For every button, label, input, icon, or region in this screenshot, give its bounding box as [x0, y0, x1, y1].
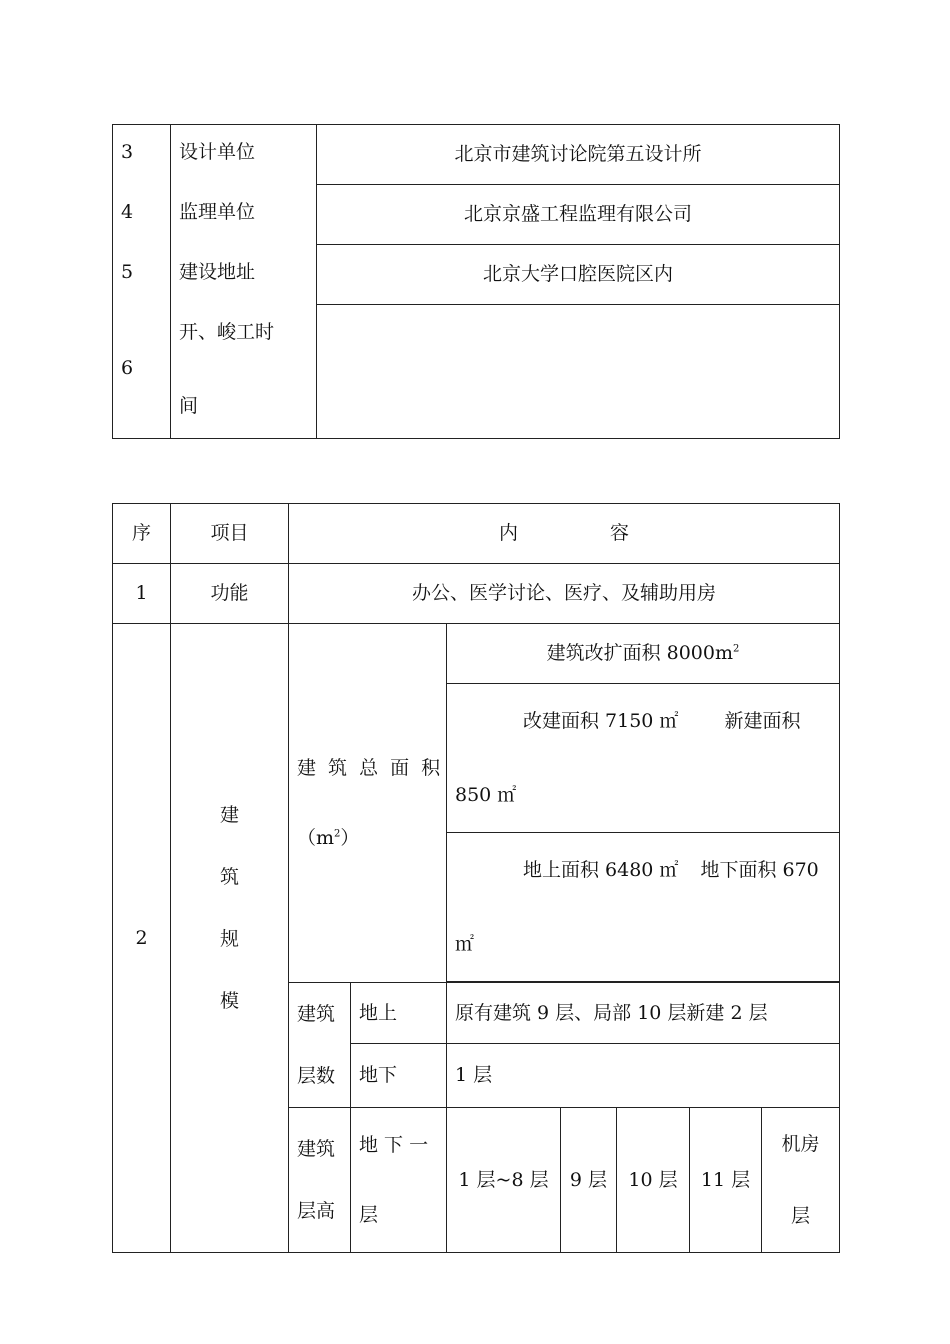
table-row [113, 245, 840, 305]
table-row [113, 564, 840, 624]
above-below-area: 地上面积 6480 ㎡ 地下面积 670 ㎡ [447, 833, 840, 982]
rebuild-area: 改建面积 7150 ㎡ 新建面积 850 ㎡ [447, 684, 840, 833]
height-machine-room: 机房 层 [762, 1108, 840, 1253]
basement-level: 地 下 一 层 [351, 1108, 447, 1253]
header-row [113, 504, 840, 564]
item-value: 北京京盛工程监理有限公司 [317, 185, 840, 245]
header-item: 项目 [171, 504, 289, 564]
header-seq: 序 [113, 504, 171, 564]
project-info-table [112, 124, 840, 439]
floors-label: 建筑 层数 [289, 983, 351, 1108]
item-value [317, 305, 840, 439]
row-number: 6 [113, 305, 171, 439]
item-label: 监理单位 [171, 185, 317, 245]
row-number: 4 [113, 185, 171, 245]
row-number: 1 [113, 564, 171, 624]
row-number: 5 [113, 245, 171, 305]
building-scale-table [112, 503, 840, 1253]
item-label: 功能 [171, 564, 289, 624]
item-label: 开、峻工时 间 [171, 305, 317, 439]
item-value: 北京大学口腔医院区内 [317, 245, 840, 305]
below-ground-floors: 1 层 [447, 1044, 840, 1108]
table-row [113, 185, 840, 245]
expansion-area: 建筑改扩面积 $8000m^2$ [447, 624, 840, 684]
table-row [113, 125, 840, 185]
item-value: 办公、医学讨论、医疗、及辅助用房 [289, 564, 840, 624]
table-row [113, 624, 840, 684]
header-content: 内 容 [289, 504, 840, 564]
item-value: 北京市建筑讨论院第五设计所 [317, 125, 840, 185]
item-label: 建 筑 规 模 [171, 624, 289, 1253]
height-floor-11: 11 层 [690, 1108, 762, 1253]
above-ground-floors: 原有建筑 9 层、局部 10 层新建 2 层 [447, 983, 840, 1044]
total-area-label: 建 筑 总 面 积 $(m^2)$ [289, 624, 447, 983]
above-ground-label: 地上 [351, 983, 447, 1044]
item-label: 设计单位 [171, 125, 317, 185]
height-floor-10: 10 层 [617, 1108, 690, 1253]
row-number: 3 [113, 125, 171, 185]
item-label: 建设地址 [171, 245, 317, 305]
row-number: 2 [113, 624, 171, 1253]
table-row [113, 305, 840, 439]
height-floor-9: 9 层 [561, 1108, 617, 1253]
below-ground-label: 地下 [351, 1044, 447, 1108]
height-floors-1-8: 1 层~8 层 [447, 1108, 561, 1253]
floor-height-label: 建筑 层高 [289, 1108, 351, 1253]
